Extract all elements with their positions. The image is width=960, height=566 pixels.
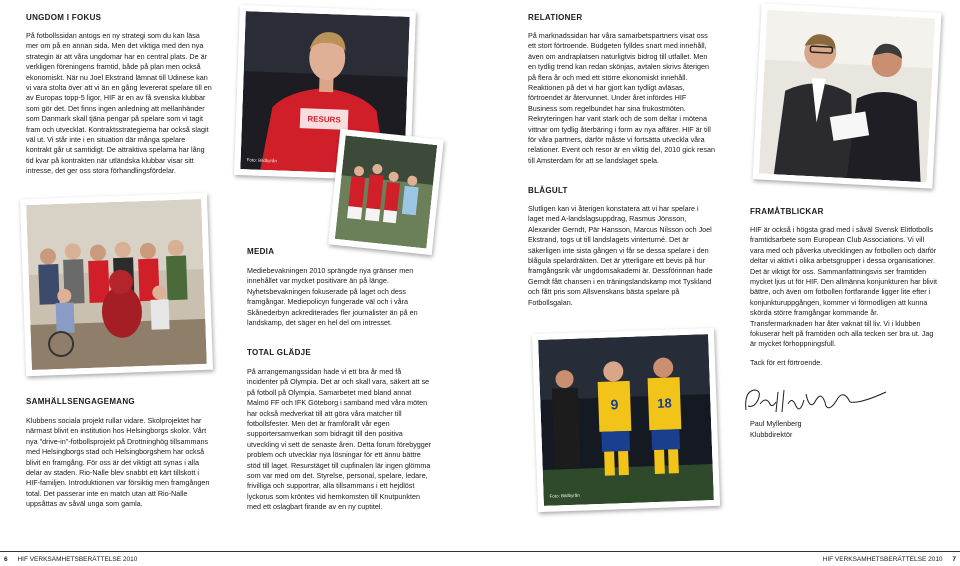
player-photo-caption: Foto: Bildbyrån	[246, 157, 277, 164]
national-team-image	[538, 334, 714, 506]
national-photo-caption: Foto: Bildbyrån	[549, 492, 580, 499]
focus-heading: UNGDOM I FOKUS	[26, 13, 102, 22]
media-heading: MEDIA	[247, 247, 275, 256]
blagult-body: Slutligen kan vi återigen konstatera att vi har spelare i laget med A-landslagsuppdrag, Rasmus Jönsson, Alexander Gerndt, Pär Hansson, Marcus Nilsson och Joel Ekstrand, togs ut till landslagets vinterturné. Det är säkerligen inte sista gången vi får se dessa spelare i den blågula spelardräkten. Det är ytterligare ett bevis på hur framgångsrik vår ungdomsakademi är. Dessförinnan hade Gerndt fått chansen i en träningslandskamp mot Tyskland och fått pris som Allsvenskans bästa spelare på Fotbollsgalan.	[528, 204, 713, 307]
business-photo	[753, 3, 942, 188]
blagult-heading: BLÅGULT	[528, 186, 568, 195]
right-footer-title: HIF VERKSAMHETSBERÄTTELSE 2010	[822, 556, 943, 563]
outlook-body: HIF är också i högsta grad med i såväl Svensk Elitfotbolls framtidsarbete som European Club Associations. Vi vill vara med och påverka utvecklingen av fotbollen och därför deltar vi aktivt i olika arbetsgrupper i dessa organisationer. Det är viktigt för oss. Sammanfattningsvis ser framtiden mycket ljus ut för HIF. Den allmänna konjunkturen har blivit bättre, och även om fotbollen fortfarande ligger lite efter i konjunkturuppgången, kommer vi förmodligen att kunna skörda större framgångar kommande år. Transfermarknaden har åter vaknat till liv. Vi i klubben fokuserar helt på framtiden och alla tecken ser bra ut. Jag är mycket förhoppningsfull.	[750, 225, 937, 349]
community-group-image	[26, 199, 207, 370]
celebration-image	[335, 135, 437, 248]
left-footer-title: HIF VERKSAMHETSBERÄTTELSE 2010	[17, 556, 138, 563]
thanks-text: Tack för ert förtroende.	[750, 358, 823, 367]
outlook-heading: FRAMÅTBLICKAR	[750, 207, 824, 216]
community-heading: SAMHÄLLSENGAGEMANG	[26, 397, 135, 406]
community-body: Klubbens sociala projekt rullar vidare. Skolprojektet har närmast blivit en institution hos Helsingborgs skolor. Vårt nya "drive-in"-fotbollsprojekt på Drottninghög tillsammans med Helsingborgs stad och Helsingborgshem har också blivit en framgång. För oss är det viktigt att synas i alla delar av staden. Rio-Nalle blev snabbt ett kärt tillskott i HIF-familjen. Introduktionen var försiktig men framgången total. Det passerar inte en match utan att Rio-Nalle uppsåttas av såväl unga som gamla.	[26, 416, 210, 509]
left-footer	[4, 556, 137, 563]
left-page-number: 6	[4, 556, 8, 563]
celebration-photo	[328, 129, 444, 255]
relations-body: På marknadssidan har våra samarbetspartners visat oss ett stort förtroende. Budgeten fylldes snart med innehåll, även om andraplatsen naturligtvis bidrog till utfallet. Men en tydlig trend kan redan skönjas, avtalen skrivs återigen på flera år och med ett större ekonomiskt innehåll. Reaktionen på det vi har gjort kan tydligt avläsas, förtroendet är återvunnet. Under året infördes HIF Business som regelbundet har sina frukostmöten. Rekryteringen har varit stark och de som deltar i mötena vittnar om tydlig återbäring i form av nya affärer. HIF är till för våra partners, därför måste vi fortsätta utveckla våra relationer. Event och resor är en viktig del, 2010 gick resan till Amsterdam för att se landslaget spela.	[528, 31, 715, 165]
joy-heading: TOTAL GLÄDJE	[247, 348, 312, 357]
right-page-number: 7	[952, 556, 956, 563]
right-footer	[823, 556, 956, 563]
signature	[740, 382, 890, 422]
relations-heading: RELATIONER	[528, 13, 583, 22]
signer-name: Paul Myllenberg	[750, 419, 802, 428]
joy-body: På arrangemangssidan hade vi ett bra år med få incidenter på Olympia. Det ar och skall vara, säkert att se på fotboll på Olympia. Samarbetet med bland annat Malmö FF och IFK Göteborg i samband med våra möten har också medverkat till att göra våra matcher till fotbollsfester. Men det är framförallt vår egen supportersamverkan som bidragit till den positiva utveckling vi sett de senaste åren. Detta forum förebygger problem och utvecklar nya lösningar för ett ännu bättre stöd till laget. Resurstäget till cupfinalen lär ingen glömma som var med om det. Styrelse, personal, spelare, ledare, frivilliga och supportrar, alla tillsammans i ett hejdlöst lyckorus som kröntes vid hemkomsten till Knutpunkten med ett oslagbart firande av en ny cuptitel.	[247, 367, 432, 512]
business-image	[759, 10, 935, 183]
focus-body: På fotbollssidan antogs en ny strategi som du kan läsa mer om på en annan sida. Men det viktiga med den nya strategin är att våra ungdomar har en central plats. De är verkligen föreningens framtid, både på plan men också ekonomiskt. När nu Joel Ekstrand lämnat till Udinese kan vi vara stolta över att vi än en gång levererat spelare till en av Europas topp-5 ligor, HIF är en av få svenska klubbar som gör det. Det finns ingen anledning att mellanhänder som Danmark skall tjäna pengar på spelare som vi tagit fram och utvecklat. Kontraktsstrategierna har också slagit väl ut. Vi står inte i en situation där många spelare kontrakt går ut samtidigt. De attraktiva spelarna har lång tid kvar på kontrakten när utländska klubbar visar sitt intresse, det ger oss stora förhandlingsfördelar.	[26, 31, 212, 176]
media-body: Mediebevakningen 2010 sprängde nya gränser men innehållet var mycket positivare än på länge. Nyhetsbevakningen fokuserade på laget och dess framgångar. Mediepolicyn fungerade väl och i våra Skånederbyn ackrediterades fler journalister än på en landskamp, det säger en hel del om intresset.	[247, 266, 418, 328]
svg-text:RESURS: RESURS	[307, 114, 341, 125]
community-group-photo	[20, 193, 213, 376]
svg-text:9: 9	[610, 396, 619, 413]
signer-title: Klubbdirektör	[750, 430, 793, 439]
footer-rule	[0, 551, 960, 552]
svg-text:18: 18	[656, 395, 672, 411]
national-team-photo	[532, 328, 720, 512]
